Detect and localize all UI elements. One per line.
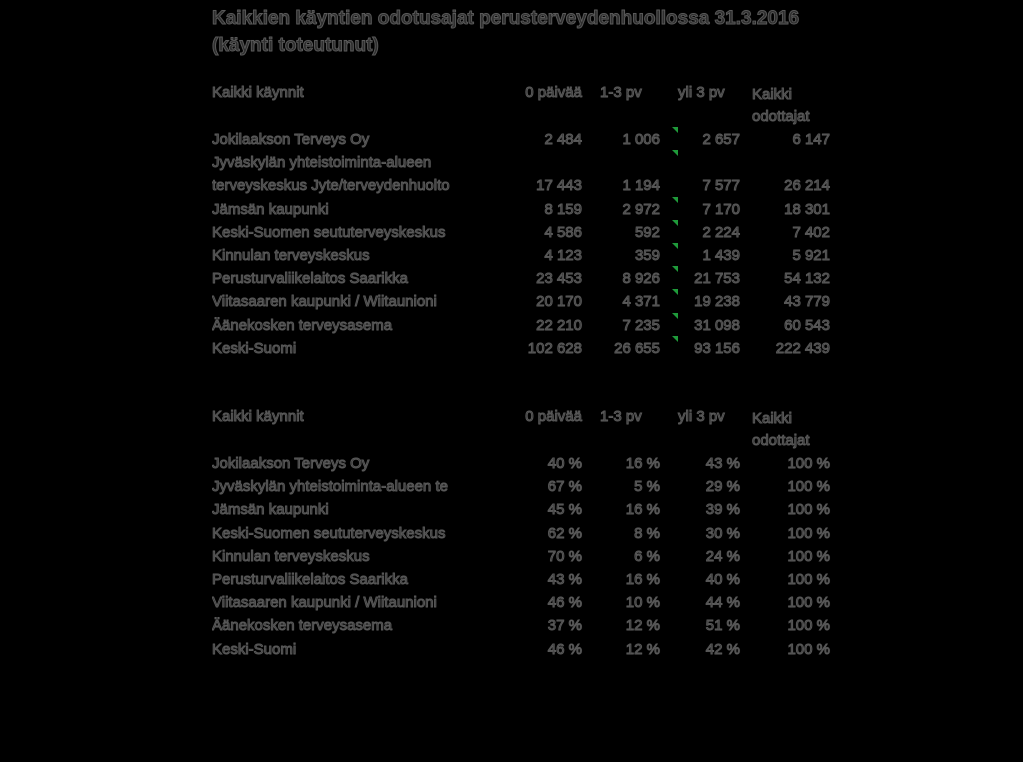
cell-over-3-days: 2 224 [702, 223, 740, 241]
cell-over-3-days: 29 % [705, 478, 740, 496]
cell-0-days: 23 453 [536, 270, 582, 288]
cell-all-waiting: 100 % [787, 640, 830, 658]
column-header-all-line-1: Kaikki [752, 86, 793, 103]
cell-0-days: 4 123 [544, 247, 582, 265]
cell-1-3-days: 6 % [634, 547, 660, 565]
cell-over-3-days: 40 % [705, 571, 740, 589]
table-header-row [212, 408, 830, 452]
table-row [212, 244, 830, 267]
row-name-cell: Perusturvaliikelaitos Saarikka [212, 571, 408, 589]
cell-all-waiting: 100 % [787, 594, 830, 612]
report-title-line-1: Kaikkien käyntien odotusajat perusterveydenhuollossa 31.3.2016 [212, 8, 800, 29]
cell-0-days: 46 % [547, 594, 582, 612]
column-header-all-line-2: odottajat [752, 432, 810, 449]
column-header-name: Kaikki käynnit [212, 84, 304, 101]
cell-over-3-days: 19 238 [694, 293, 740, 311]
cell-all-waiting: 7 402 [792, 223, 830, 241]
cell-all-waiting: 100 % [787, 478, 830, 496]
cell-1-3-days: 359 [594, 244, 672, 267]
cell-0-days: 4 586 [544, 223, 582, 241]
row-name-cell: Kinnulan terveyskeskus [212, 247, 370, 265]
cell-over-3-days: 1 439 [702, 247, 740, 265]
table-row [212, 568, 830, 591]
cell-0-days: 62 % [547, 524, 582, 542]
cell-all-waiting: 100 % [787, 571, 830, 589]
column-header-0-days: 0 päivää [525, 84, 582, 101]
cell-1-3-days: 4 371 [594, 290, 672, 313]
cell-1-3-days: 16 % [625, 455, 660, 473]
table-row [212, 198, 830, 221]
row-name-cell: terveyskeskus Jyte/terveydenhuolto [212, 177, 450, 195]
cell-0-days: 20 170 [536, 293, 582, 311]
row-name-cell: Perusturvaliikelaitos Saarikka [212, 270, 408, 288]
cell-1-3-days: 1 006 [594, 128, 672, 151]
cell-over-3-days: 7 170 [702, 200, 740, 218]
cell-over-3-days [672, 151, 752, 174]
cell-1-3-days: 8 926 [594, 267, 672, 290]
table-row [212, 174, 830, 197]
cell-all-waiting: 43 779 [784, 293, 830, 311]
cell-all-waiting: 100 % [787, 501, 830, 519]
cell-1-3-days [594, 151, 672, 174]
cell-1-3-days: 16 % [625, 571, 660, 589]
cell-0-days: 102 628 [527, 339, 582, 357]
table-row [212, 314, 830, 337]
cell-all-waiting: 100 % [787, 524, 830, 542]
cell-0-days: 45 % [547, 501, 582, 519]
table-row [212, 614, 830, 637]
table-row [212, 267, 830, 290]
row-name-cell: Viitasaaren kaupunki / Wiitaunioni [212, 293, 437, 311]
cell-all-waiting: 100 % [787, 455, 830, 473]
row-name-cell: Jokilaakson Terveys Oy [212, 131, 370, 149]
cell-0-days: 22 210 [536, 316, 582, 334]
cell-all-waiting [752, 151, 830, 174]
cell-over-3-days: 30 % [705, 524, 740, 542]
row-name-cell: Keski-Suomi [212, 339, 297, 357]
report-title [212, 5, 799, 59]
cell-over-3-days: 51 % [705, 617, 740, 635]
table-row [212, 591, 830, 614]
table-row [212, 151, 830, 174]
cell-over-3-days: 31 098 [694, 316, 740, 334]
column-header-over-3-days: yli 3 pv [678, 408, 725, 425]
table-row [212, 475, 830, 498]
column-header-all-waiting [752, 84, 830, 128]
row-name-cell: Äänekosken terveysasema [212, 316, 393, 334]
cell-all-waiting: 18 301 [784, 200, 830, 218]
table-row [212, 545, 830, 568]
cell-0-days: 40 % [547, 455, 582, 473]
cell-over-3-days: 93 156 [694, 339, 740, 357]
table-row [212, 128, 830, 151]
visits-count-table [212, 84, 830, 360]
cell-over-3-days: 21 753 [694, 270, 740, 288]
cell-0-days: 46 % [547, 640, 582, 658]
cell-all-waiting: 6 147 [792, 131, 830, 149]
table-header-row [212, 84, 830, 128]
row-name-cell: Jämsän kaupunki [212, 200, 329, 218]
cell-1-3-days: 5 % [634, 478, 660, 496]
cell-1-3-days: 592 [594, 221, 672, 244]
cell-0-days: 70 % [547, 547, 582, 565]
cell-all-waiting: 54 132 [784, 270, 830, 288]
cell-0-days: 43 % [547, 571, 582, 589]
cell-over-3-days: 7 577 [702, 177, 740, 195]
cell-1-3-days: 10 % [625, 594, 660, 612]
column-header-all-line-1: Kaikki [752, 410, 793, 427]
column-header-0-days: 0 päivää [525, 408, 582, 425]
row-name-cell: Keski-Suomen seututerveyskeskus [212, 223, 446, 241]
cell-all-waiting: 26 214 [784, 177, 830, 195]
visits-percent-table-body [212, 452, 830, 661]
row-name-cell: Jokilaakson Terveys Oy [212, 455, 370, 473]
cell-1-3-days: 12 % [625, 640, 660, 658]
cell-all-waiting: 100 % [787, 617, 830, 635]
row-name-cell: Jyväskylän yhteistoiminta-alueen te [212, 478, 448, 496]
table-row [212, 522, 830, 545]
cell-1-3-days: 7 235 [594, 314, 672, 337]
cell-1-3-days: 8 % [634, 524, 660, 542]
cell-over-3-days: 24 % [705, 547, 740, 565]
cell-over-3-days: 42 % [705, 640, 740, 658]
row-name-cell: Keski-Suomi [212, 640, 297, 658]
table-row [212, 638, 830, 661]
cell-over-3-days: 2 657 [702, 131, 740, 149]
row-name-cell: Jämsän kaupunki [212, 501, 329, 519]
row-name-cell: Keski-Suomen seututerveyskeskus [212, 524, 446, 542]
cell-1-3-days: 26 655 [594, 337, 672, 360]
cell-0-days: 17 443 [536, 177, 582, 195]
cell-0-days: 67 % [547, 478, 582, 496]
report-title-line-2: (käynti toteutunut) [212, 35, 379, 56]
cell-all-waiting: 222 439 [775, 339, 830, 357]
visits-count-table-body [212, 128, 830, 360]
cell-all-waiting: 60 543 [784, 316, 830, 334]
column-header-all-waiting [752, 408, 830, 452]
cell-all-waiting: 5 921 [792, 247, 830, 265]
table-row [212, 337, 830, 360]
table-row [212, 452, 830, 475]
table-row [212, 221, 830, 244]
cell-1-3-days: 1 194 [622, 177, 660, 195]
cell-all-waiting: 100 % [787, 547, 830, 565]
row-name-cell: Jyväskylän yhteistoiminta-alueen [212, 154, 432, 172]
row-name-cell: Äänekosken terveysasema [212, 617, 393, 635]
row-name-cell: Viitasaaren kaupunki / Wiitaunioni [212, 594, 437, 612]
cell-1-3-days: 12 % [625, 617, 660, 635]
cell-over-3-days: 43 % [705, 455, 740, 473]
visits-percent-table [212, 408, 830, 661]
column-header-over-3-days: yli 3 pv [678, 84, 725, 101]
cell-over-3-days: 44 % [705, 594, 740, 612]
column-header-1-3-days: 1-3 pv [600, 408, 642, 425]
column-header-name: Kaikki käynnit [212, 408, 304, 425]
cell-0-days: 37 % [547, 617, 582, 635]
table-row [212, 290, 830, 313]
cell-1-3-days: 16 % [625, 501, 660, 519]
table-row [212, 498, 830, 521]
column-header-1-3-days: 1-3 pv [600, 84, 642, 101]
cell-0-days [502, 151, 594, 174]
column-header-all-line-2: odottajat [752, 108, 810, 125]
row-name-cell: Kinnulan terveyskeskus [212, 547, 370, 565]
cell-over-3-days: 39 % [705, 501, 740, 519]
cell-0-days: 2 484 [544, 131, 582, 149]
cell-0-days: 8 159 [544, 200, 582, 218]
cell-1-3-days: 2 972 [594, 198, 672, 221]
